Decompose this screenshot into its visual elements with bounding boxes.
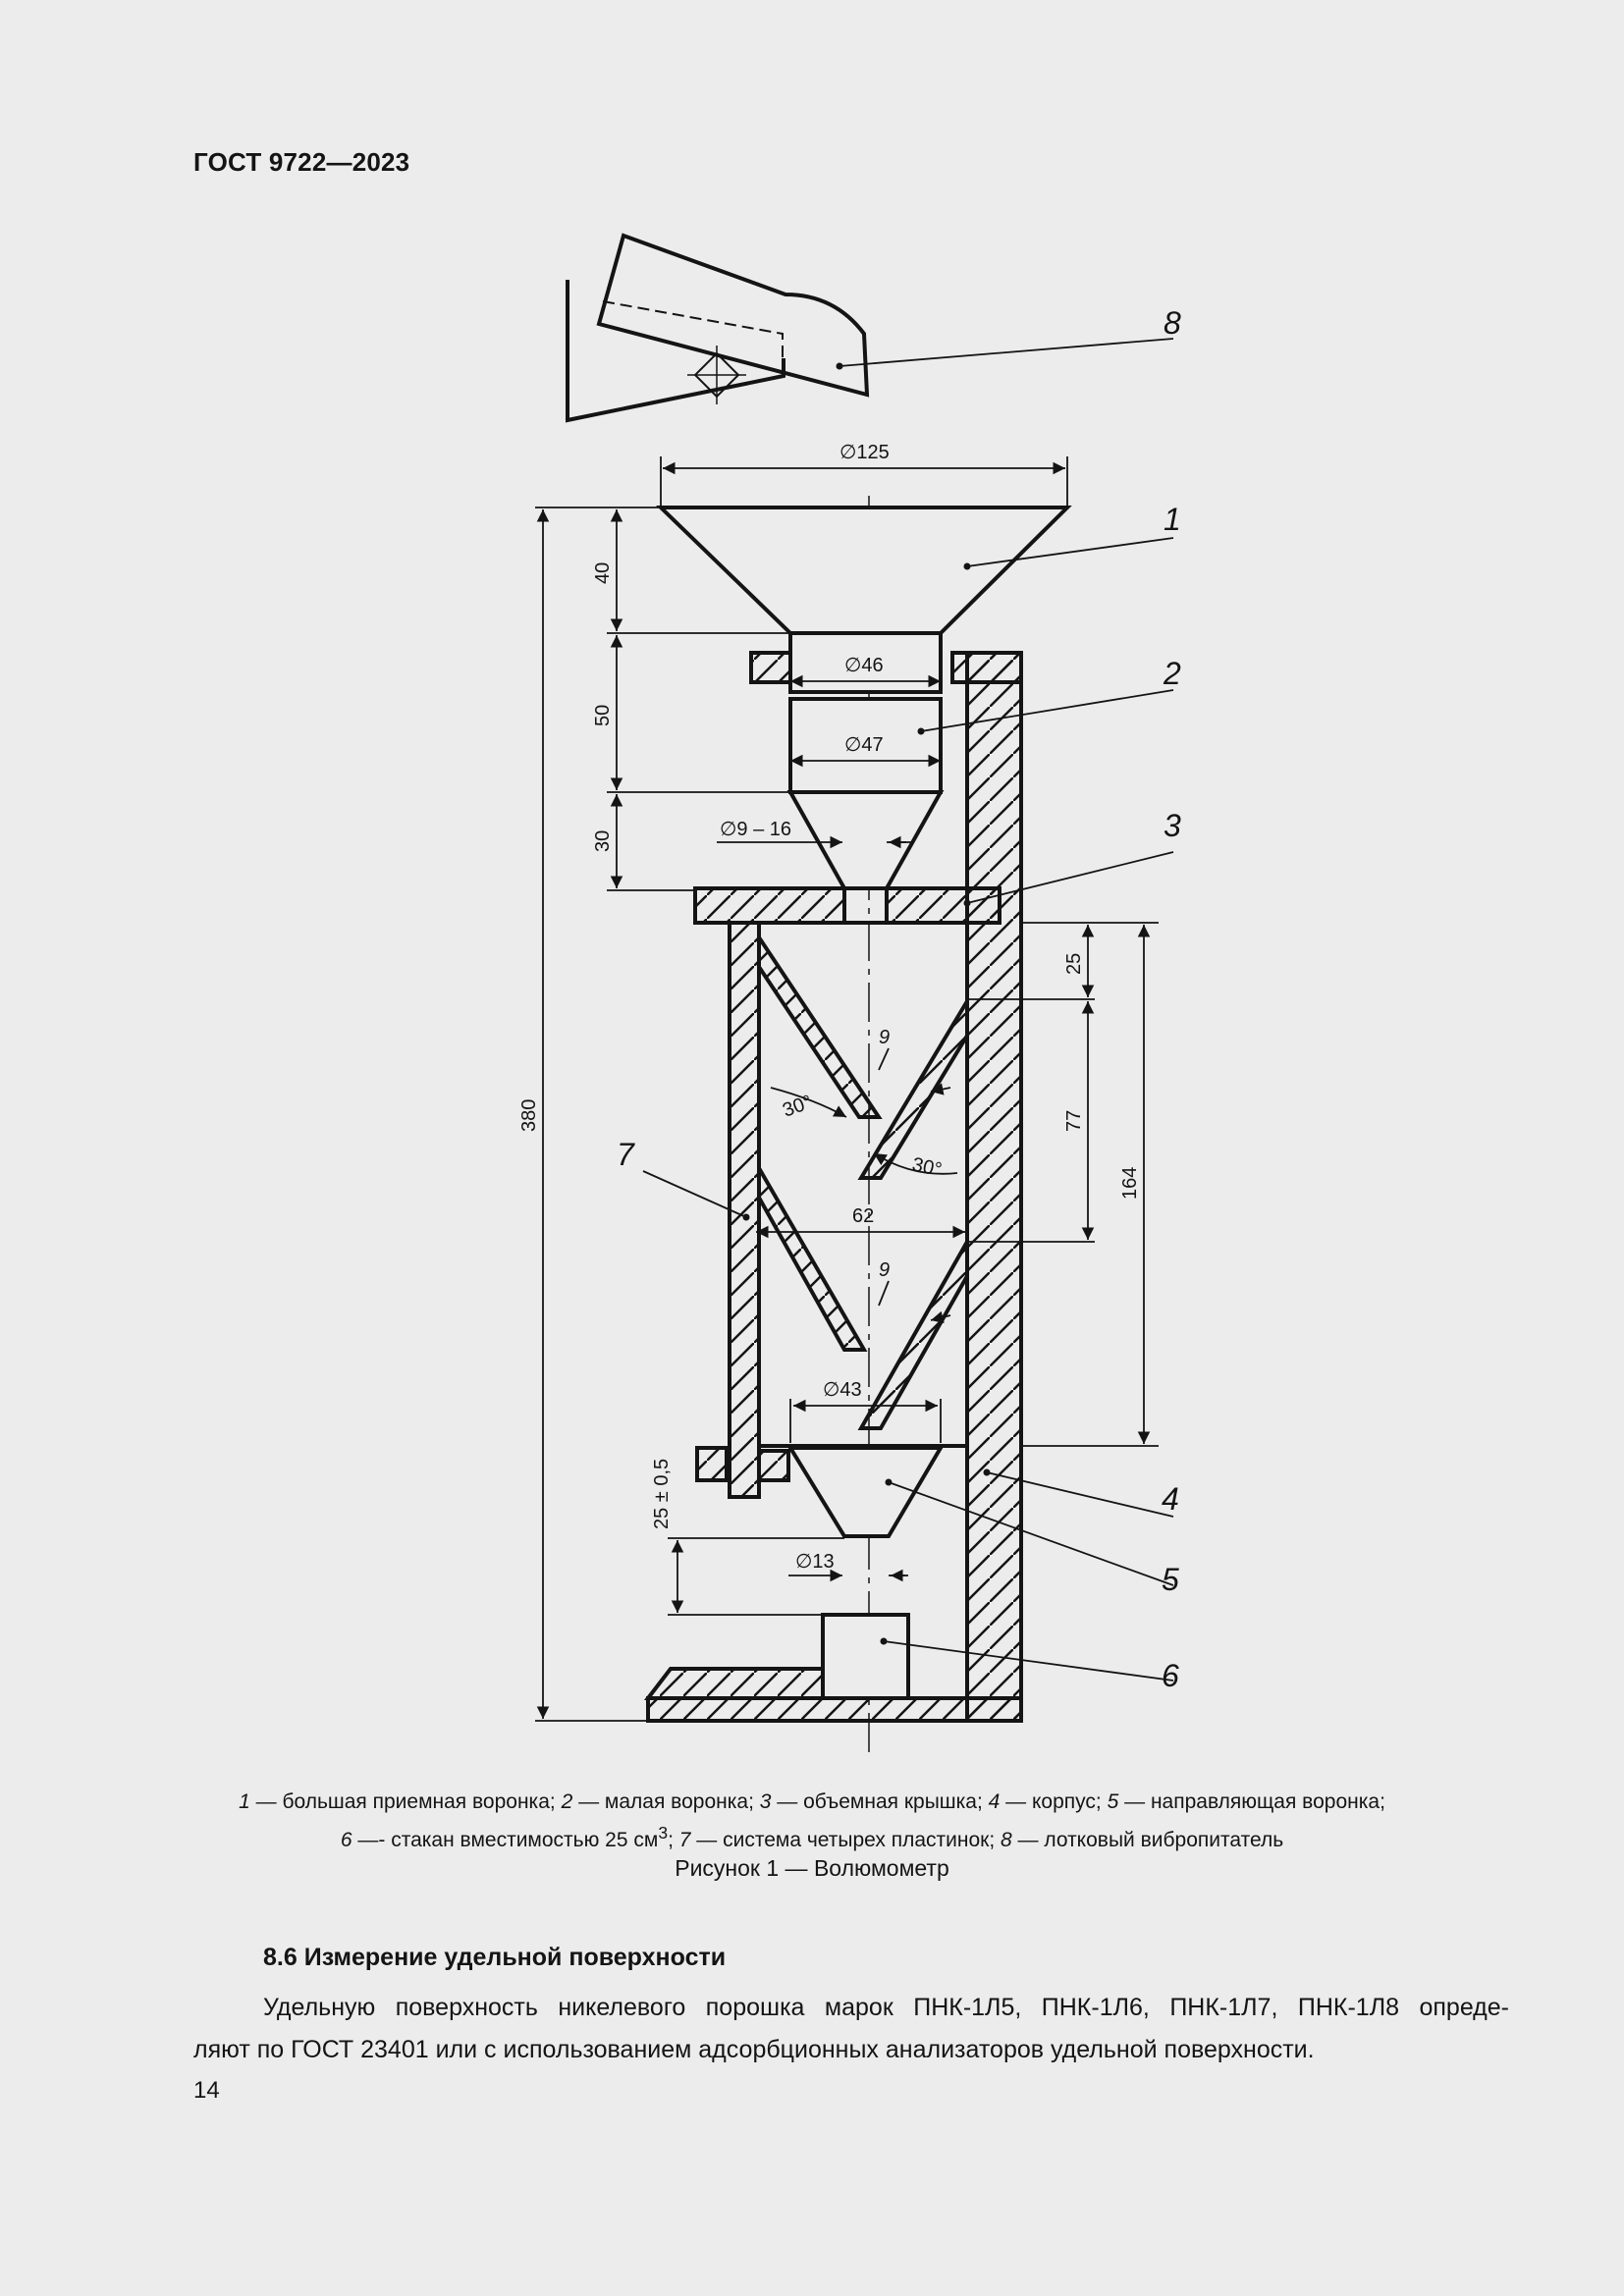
dim-h164: 164	[1119, 1166, 1141, 1200]
volume-lid	[695, 888, 1000, 923]
large-funnel	[661, 507, 1067, 633]
vibro-feeder	[568, 236, 867, 420]
callout-1: 1	[1164, 502, 1181, 537]
dim-d13: ∅13	[795, 1551, 835, 1573]
dim-h380: 380	[518, 1098, 540, 1132]
callout-4: 4	[1162, 1481, 1179, 1517]
dim-d9-16: ∅9 – 16	[720, 819, 792, 840]
body-paragraph	[193, 1987, 1509, 2071]
callout-7: 7	[617, 1137, 634, 1172]
dim-t9a: 9	[879, 1027, 891, 1048]
dim-h50: 50	[592, 704, 614, 726]
figure-caption: Рисунок 1 — Волюмометр	[675, 1855, 949, 1881]
section-number: 8.6	[263, 1944, 298, 1971]
dim-w62: 62	[852, 1205, 875, 1227]
measuring-cup	[823, 1615, 908, 1698]
section-title: Измерение удельной поверхности	[303, 1944, 727, 1971]
dim-h30: 30	[592, 829, 614, 852]
callout-6: 6	[1162, 1658, 1179, 1693]
callout-2: 2	[1164, 656, 1181, 691]
dim-d125: ∅125	[839, 442, 890, 463]
dim-h40: 40	[592, 561, 614, 584]
figure-legend-line-1: 1 — большая приемная воронка; 2 — малая воронка; 3 — объемная крышка; 4 — корпус; 5 — направляющая воронка;	[239, 1790, 1385, 1813]
figure-legend-line-2: 6 —- стакан вместимостью 25 $см^3$; 7 — система четырех пластинок; 8 — лотковый вибропитатель	[340, 1823, 1284, 1851]
dim-d47: ∅47	[844, 734, 884, 756]
paragraph-line-2: ляют по ГОСТ 23401 или с использованием адсорбционных анализаторов удельной поверхности.	[193, 2036, 1315, 2063]
callout-3: 3	[1164, 808, 1181, 843]
document-header: ГОСТ 9722—2023	[193, 147, 410, 177]
plate-system	[730, 923, 967, 1497]
dim-t9b: 9	[879, 1259, 891, 1281]
dim-angle-a: 30°	[780, 1091, 816, 1122]
dim-h25-tolerance: 25 ± 0,5	[651, 1458, 673, 1529]
dim-d43: ∅43	[823, 1379, 862, 1401]
dim-angle-b: 30°	[909, 1153, 945, 1182]
dim-d46: ∅46	[844, 655, 884, 676]
callout-8: 8	[1164, 305, 1181, 341]
callout-5: 5	[1162, 1562, 1179, 1597]
section-heading	[263, 1944, 726, 1972]
dim-h25: 25	[1063, 952, 1085, 975]
paragraph-line-1: Удельную поверхность никелевого порошка марок ПНК-1Л5, ПНК-1Л6, ПНК-1Л7, ПНК-1Л8 опреде-	[263, 1994, 1509, 2021]
page-number: 14	[193, 2077, 220, 2104]
dim-h77: 77	[1063, 1109, 1085, 1132]
